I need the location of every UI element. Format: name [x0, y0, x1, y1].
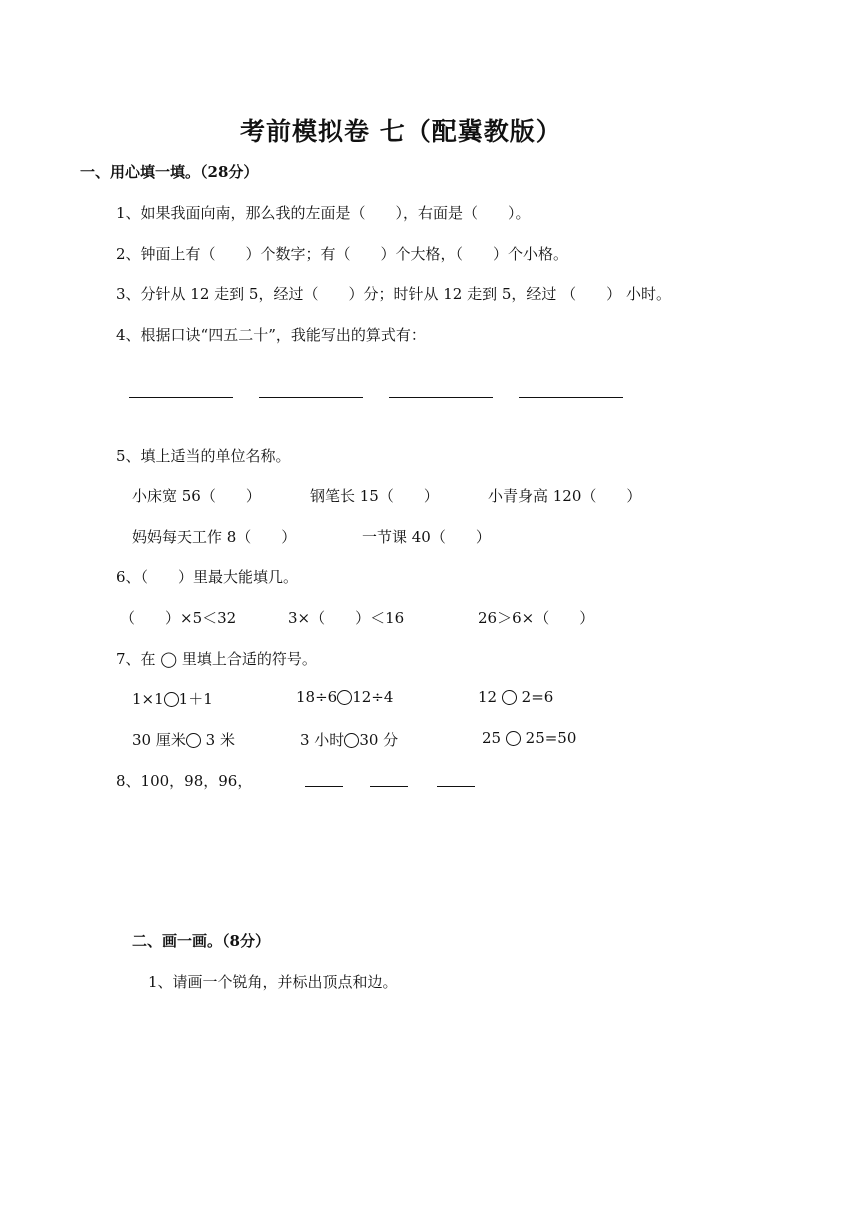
compare-right: 3 米 [205, 731, 235, 749]
unit-item: 小床宽 56（ ） [132, 487, 261, 505]
page-title: 考前模拟卷 七（配冀教版） [240, 117, 562, 146]
compare-item [482, 729, 576, 747]
draw-question-1: 1、请画一个锐角，并标出顶点和边。 [148, 973, 398, 991]
compare-right: 1＋1 [178, 690, 213, 708]
question-1: 1、如果我面向南，那么我的左面是（ ），右面是（ ）。 [116, 204, 531, 222]
question-7: 7、在 ◯ 里填上合适的符号。 [116, 650, 317, 668]
compare-item [132, 688, 213, 709]
compare-left: 25 [482, 729, 502, 747]
answer-circle[interactable] [186, 733, 201, 748]
question-4: 4、根据口诀“四五二十”，我能写出的算式有： [116, 326, 426, 344]
compare-right: 25=50 [525, 729, 577, 747]
compare-left: 12 [478, 688, 498, 706]
inequality-item: 3×（ ）＜16 [288, 609, 405, 627]
answer-circle[interactable] [164, 692, 179, 707]
compare-item [132, 729, 235, 750]
compare-item [478, 688, 553, 706]
inequality-item: （ ）×5＜32 [120, 609, 237, 627]
blank-line[interactable] [305, 770, 343, 787]
compare-left: 30 厘米 [132, 731, 186, 749]
unit-item: 钢笔长 15（ ） [310, 487, 439, 505]
answer-line [129, 397, 233, 398]
unit-item: 妈妈每天工作 8（ ） [132, 528, 297, 546]
answer-line [519, 397, 623, 398]
compare-right: 12÷4 [352, 688, 394, 706]
answer-circle[interactable] [506, 731, 521, 746]
answer-line [259, 397, 363, 398]
question-8: 8、100，98，96， [116, 772, 253, 790]
answer-circle[interactable] [337, 690, 352, 705]
unit-item: 小青身高 120（ ） [488, 487, 642, 505]
blank-line[interactable] [437, 770, 475, 787]
question-2: 2、钟面上有（ ）个数字；有（ ）个大格，（ ）个小格。 [116, 245, 569, 263]
inequality-item: 26＞6×（ ） [478, 609, 595, 627]
sequence-blanks [305, 770, 475, 791]
unit-item: 一节课 40（ ） [362, 528, 491, 546]
compare-item [296, 688, 393, 706]
compare-left: 18÷6 [296, 688, 338, 706]
compare-left: 3 小时 [300, 731, 345, 749]
blank-line[interactable] [370, 770, 408, 787]
answer-circle[interactable] [344, 733, 359, 748]
compare-right: 30 分 [359, 731, 399, 749]
compare-left: 1×1 [132, 690, 164, 708]
compare-right: 2=6 [521, 688, 554, 706]
question-6: 6、（ ）里最大能填几。 [116, 568, 299, 586]
section-2-heading: 二、画一画。（8分） [132, 932, 270, 950]
question-5: 5、填上适当的单位名称。 [116, 447, 291, 465]
compare-item [300, 729, 398, 750]
answer-line [389, 397, 493, 398]
section-1-heading: 一、用心填一填。（28分） [80, 163, 259, 181]
answer-circle[interactable] [502, 690, 517, 705]
question-3: 3、分针从 12 走到 5，经过（ ）分；时针从 12 走到 5，经过 （ ） 小时。 [116, 285, 671, 303]
